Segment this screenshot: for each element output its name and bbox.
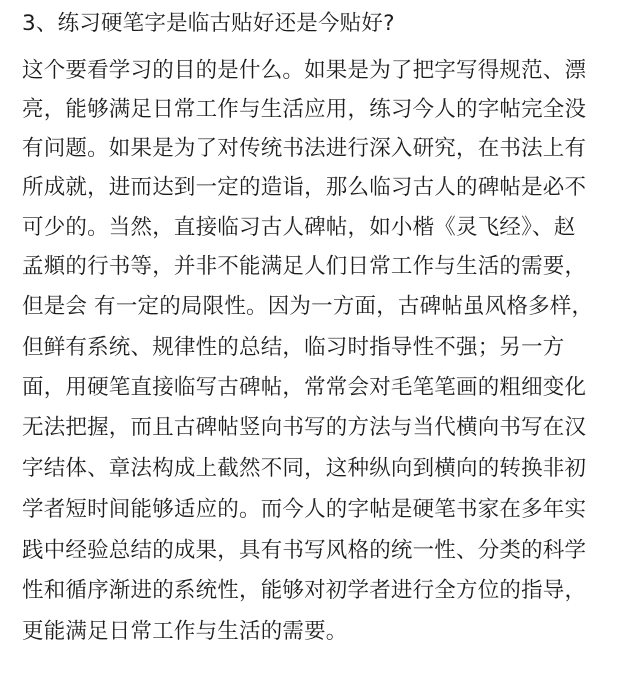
text-line: 有问题。如果是为了对传统书法进行深入研究，在书法上有 — [22, 136, 587, 161]
text-line: 性和循序渐进的系统性，能够对初学者进行全方位的指导， — [22, 578, 587, 603]
text-line: 但鲜有系统、规律性的总结，临习时指导性不强；另一方 — [22, 335, 565, 360]
text-line: 这个要看学习的目的是什么。如果是为了把字写得规范、漂 — [22, 58, 587, 83]
text-line: 所成就，进而达到一定的造诣，那么临习古人的碑帖是必不 — [22, 175, 587, 200]
text-line: 践中经验总结的成果，具有书写风格的统一性、分类的科学 — [22, 538, 587, 563]
text-line: 字结体、章法构成上截然不同，这种纵向到横向的转换非初 — [22, 456, 587, 481]
text-line: 亮，能够满足日常工作与生活应用，练习今人的字帖完全没 — [22, 97, 587, 122]
text-line: 学者短时间能够适应的。而今人的字帖是硬笔书家在多年实 — [22, 497, 587, 522]
heading-line: 3、练习硬笔字是临古贴好还是今贴好? — [22, 11, 395, 36]
text-line: 可少的。当然，直接临习古人碑帖，如小楷《灵飞经》、赵 — [22, 215, 576, 240]
text-line: 面，用硬笔直接临写古碑帖，常常会对毛笔笔画的粗细变化 — [22, 375, 587, 400]
text-line: 孟頫的行书等，并非不能满足人们日常工作与生活的需要， — [22, 254, 587, 279]
text-line: 无法把握，而且古碑帖竖向书写的方法与当代横向书写在汉 — [22, 415, 587, 440]
text-line: 但是会 有一定的局限性。因为一方面，古碑帖虽风格多样， — [22, 294, 594, 319]
text-line: 更能满足日常工作与生活的需要。 — [22, 619, 348, 644]
